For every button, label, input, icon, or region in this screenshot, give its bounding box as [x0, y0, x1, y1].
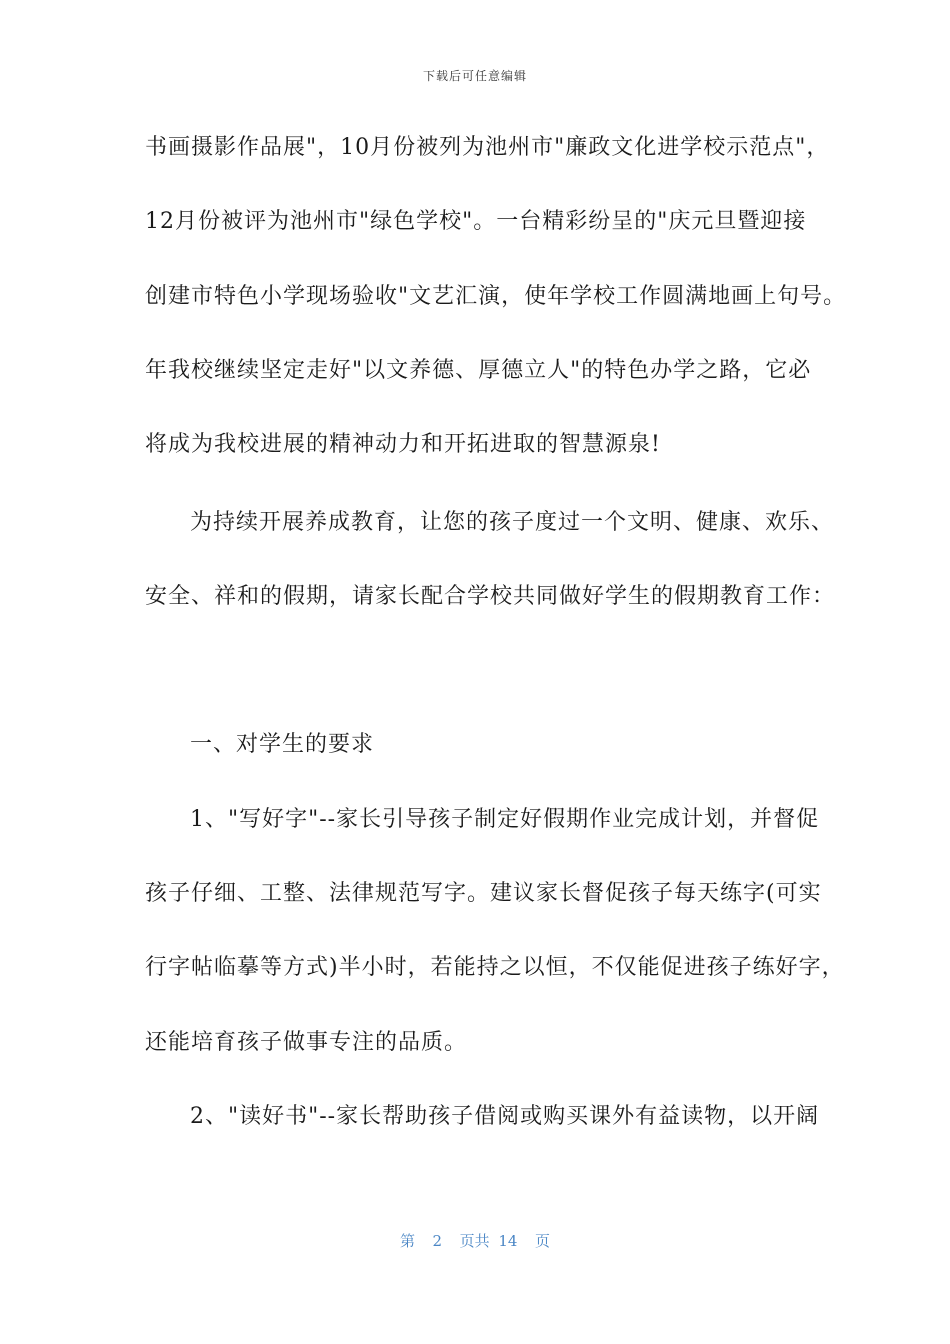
paragraph-intro-line-2: 安全、祥和的假期，请家长配合学校共同做好学生的假期教育工作：: [145, 584, 836, 609]
page-footer: 第 2 页共 14 页: [399, 1232, 550, 1250]
item-1-line-2: 孩子仔细、工整、法律规范写字。建议家长督促孩子每天练字(可实: [145, 881, 822, 906]
body-line-1: 书画摄影作品展"，10月份被列为池州市"廉政文化进学校示范点"，: [145, 135, 830, 160]
paragraph-intro-line-1: 为持续开展养成教育，让您的孩子度过一个文明、健康、欢乐、: [190, 510, 835, 535]
item-1-line-1: 1、"写好字"--家长引导孩子制定好假期作业完成计划，并督促: [190, 807, 820, 832]
page-header: 下载后可任意编辑: [422, 69, 527, 83]
body-line-3: 创建市特色小学现场验收"文艺汇演，使年学校工作圆满地画上句号。: [145, 284, 847, 309]
body-line-2: 12月份被评为池州市"绿色学校"。一台精彩纷呈的"庆元旦暨迎接: [145, 209, 807, 234]
item-1-line-3: 行字帖临摹等方式)半小时，若能持之以恒，不仅能促进孩子练好字，: [145, 955, 845, 980]
body-line-5: 将成为我校进展的精神动力和开拓进取的智慧源泉!: [145, 432, 661, 457]
item-1-line-4: 还能培育孩子做事专注的品质。: [145, 1030, 468, 1055]
section-heading: 一、对学生的要求: [190, 732, 375, 757]
item-2-line-1: 2、"读好书"--家长帮助孩子借阅或购买课外有益读物，以开阔: [190, 1104, 820, 1129]
body-line-4: 年我校继续坚定走好"以文养德、厚德立人"的特色办学之路，它必: [145, 358, 812, 383]
